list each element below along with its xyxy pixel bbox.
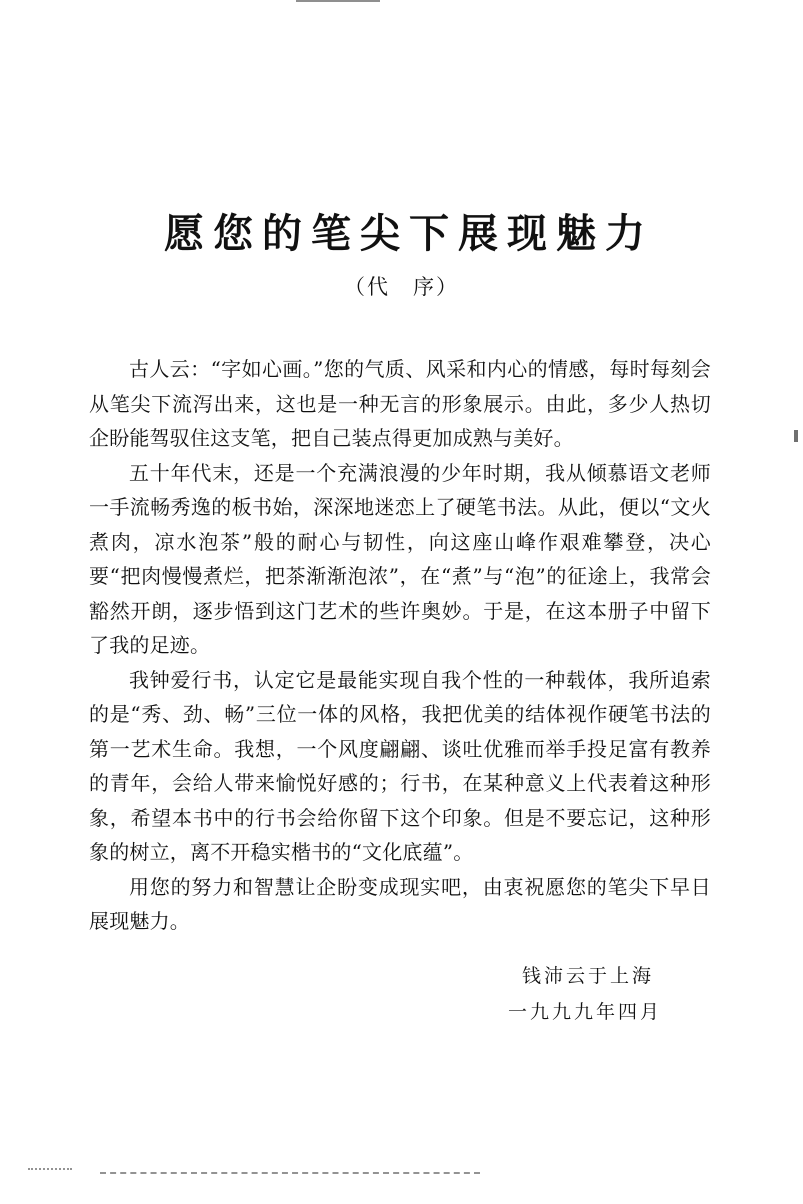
- paragraph-3: 我钟爱行书，认定它是最能实现自我个性的一种载体，我所追索的是“秀、劲、畅”三位一体的风格，我把优美的结体视作硬笔书法的第一艺术生命。我想，一个风度翩翩、谈吐优雅而举手投足富有教养的青年，会给人带来愉悦好感的；行书，在某种意义上代表着这种形象，希望本书中的行书会给你留下这个印象。但是不要忘记，这种形象的树立，离不开稳实楷书的“文化底蕴”。: [89, 667, 711, 864]
- page-title: 愿您的笔尖下展现魅力: [164, 211, 654, 257]
- page-edge-mark: [794, 430, 798, 442]
- paragraph-4: 用您的努力和智慧让企盼变成现实吧，由衷祝愿您的笔尖下早日展现魅力。: [89, 874, 711, 933]
- paragraph-2: 五十年代末，还是一个充满浪漫的少年时期，我从倾慕语文老师一手流畅秀逸的板书始，深深地迷恋上了硬笔书法。从此，便以“文火煮肉，凉水泡茶”般的耐心与韧性，向这座山峰作艰难攀登，决心要“把肉慢慢煮烂，把茶渐渐泡浓”，在“煮”与“泡”的征途上，我常会豁然开朗，逐步悟到这门艺术的些许奥妙。于是，在这本册子中留下了我的足迹。: [89, 460, 711, 657]
- signature-date: 一九九九年四月: [508, 1001, 663, 1023]
- page-bottom-dots: [28, 1168, 72, 1170]
- page-bottom-rule: [100, 1172, 480, 1174]
- subtitle-text: （代 序）: [344, 275, 459, 299]
- paragraph-1: 古人云：“字如心画。”您的气质、风采和内心的情感，每时每刻会从笔尖下流泻出来，这也是一种无言的形象展示。由此，多少人热切企盼能驾驭住这支笔，把自己装点得更加成熟与美好。: [89, 357, 711, 450]
- page-top-mark: [296, 0, 380, 8]
- page-subtitle: [0, 272, 803, 302]
- signature-author: 钱沛云于上海: [522, 965, 655, 987]
- signature-block: [508, 958, 708, 1030]
- preface-body: [89, 352, 711, 939]
